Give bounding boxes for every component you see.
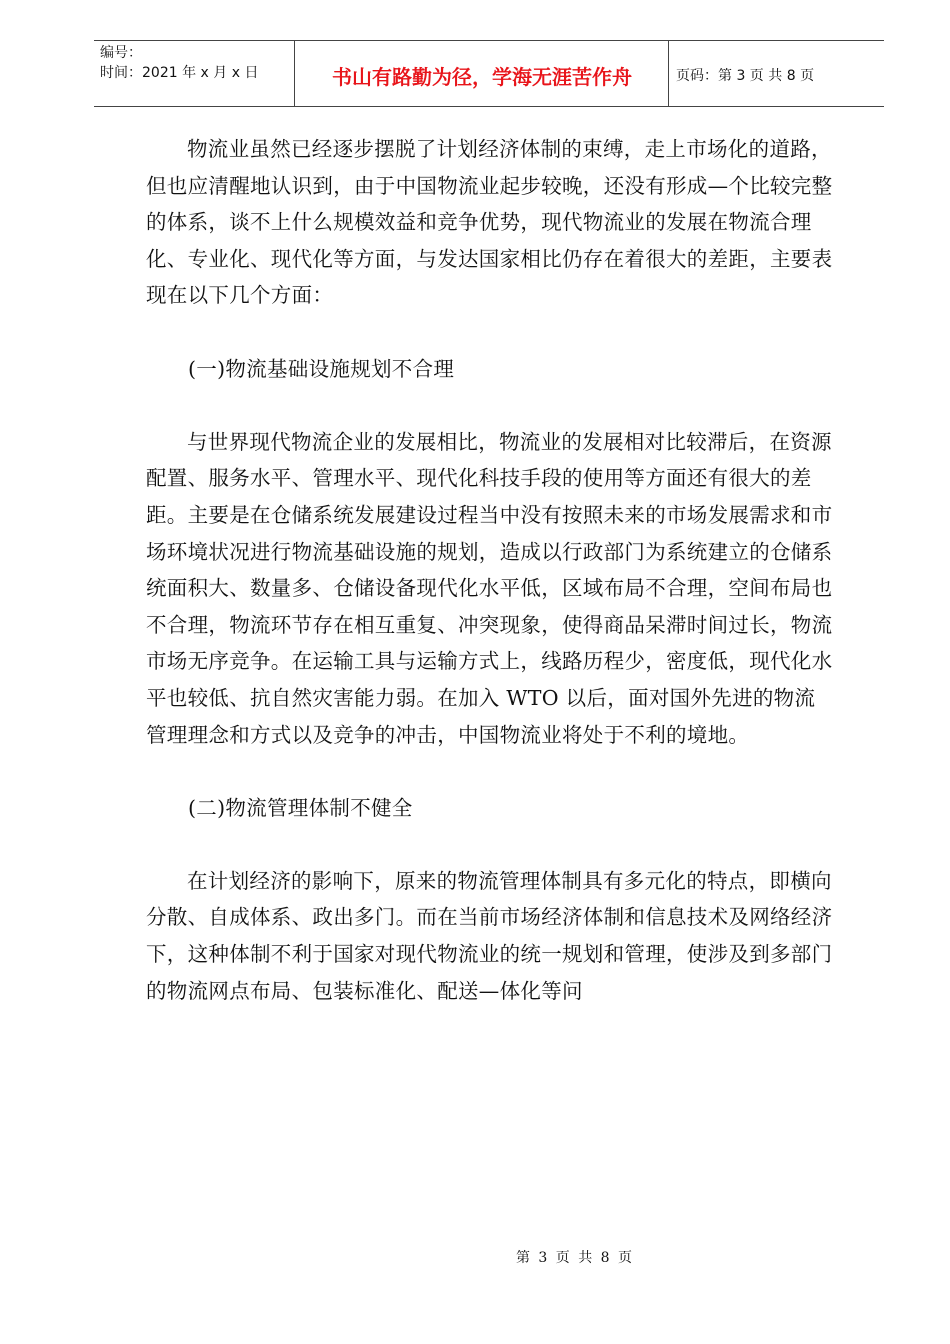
- page-header: [94, 40, 884, 107]
- header-motto: 书山有路勤为径，学海无涯苦作舟: [332, 65, 632, 89]
- header-divider: [294, 41, 295, 106]
- header-page-indicator: 页码：第 3 页 共 8 页: [676, 68, 815, 84]
- section-heading: (一)物流基础设施规划不合理: [188, 356, 455, 381]
- body-paragraph: 在计划经济的影响下，原来的物流管理体制具有多元化的特点，即横向分散、自成体系、政出多门。而在当前市场经济体制和信息技术及网络经济下，这种体制不利于国家对现代物流业的统一规划和管理，使涉及到多部门的物流网点布局、包装标准化、配送—体化等问: [146, 868, 833, 1003]
- date-label: 时间：2021 年 x 月 x 日: [100, 65, 259, 81]
- body-paragraph: 与世界现代物流企业的发展相比，物流业的发展相对比较滞后，在资源配置、服务水平、管理水平、现代化科技手段的使用等方面还有很大的差距。主要是在仓储系统发展建设过程当中没有按照未来的市场发展需求和市场环境状况进行物流基础设施的规划，造成以行政部门为系统建立的仓储系统面积大、数量多、仓储设备现代化水平低，区域布局不合理，空间布局也不合理，物流环节存在相互重复、冲突现象，使得商品呆滞时间过长，物流市场无序竞争。在运输工具与运输方式上，线路历程少，密度低，现代化水平也较低、抗自然灾害能力弱。在加入 WTO 以后，面对国外先进的物流管理理念和方式以及竞争的冲击，中国物流业将处于不利的境地。: [146, 429, 833, 747]
- section-heading: (二)物流管理体制不健全: [188, 795, 413, 820]
- document-body: [146, 131, 836, 1009]
- page-footer: 第 3 页 共 8 页: [515, 1250, 635, 1266]
- header-divider: [668, 41, 669, 106]
- body-paragraph: 物流业虽然已经逐步摆脱了计划经济体制的束缚，走上市场化的道路，但也应清醒地认识到，由于中国物流业起步较晚，还没有形成—个比较完整的体系，谈不上什么规模效益和竞争优势，现代物流业的发展在物流合理化、专业化、现代化等方面，与发达国家相比仍存在着很大的差距，主要表现在以下几个方面：: [146, 137, 833, 308]
- serial-number-label: 编号：: [100, 45, 142, 61]
- header-meta: [100, 43, 258, 83]
